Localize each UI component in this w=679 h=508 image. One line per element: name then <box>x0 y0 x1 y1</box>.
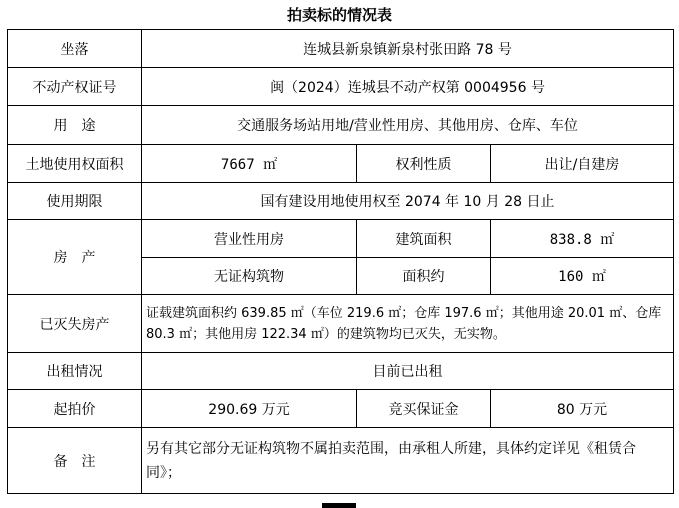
destroyed-label: 已灭失房产 <box>8 295 142 353</box>
house-area-label-1: 建筑面积 <box>357 220 491 258</box>
right-nature-value: 出让/自建房 <box>491 145 674 183</box>
rental-label: 出租情况 <box>8 353 142 390</box>
rental-value: 目前已出租 <box>142 353 674 390</box>
house-area-value-2: 160 ㎡ <box>491 258 674 295</box>
land-area-label: 土地使用权面积 <box>8 145 142 183</box>
row-destroyed <box>8 295 674 353</box>
row-land <box>8 145 674 183</box>
row-usage <box>8 106 674 145</box>
row-remarks <box>8 428 674 494</box>
land-area-value: 7667 ㎡ <box>142 145 357 183</box>
usage-value: 交通服务场站用地/营业性用房、其他用房、仓库、车位 <box>142 106 674 145</box>
location-value: 连城县新泉镇新泉村张田路 78 号 <box>142 30 674 68</box>
destroyed-value: 证载建筑面积约 639.85 ㎡（车位 219.6 ㎡；仓库 197.6 ㎡；其他用途 20.01 ㎡、仓库 80.3 ㎡；其他用房 122.34 ㎡）的建筑物均已灭失，无实物。 <box>142 295 674 353</box>
house-type-1: 营业性用房 <box>142 220 357 258</box>
term-label: 使用期限 <box>8 183 142 220</box>
page-edge-mark <box>322 503 356 508</box>
auction-info-table <box>7 29 674 494</box>
house-area-value-1: 838.8 ㎡ <box>491 220 674 258</box>
row-rental <box>8 353 674 390</box>
right-nature-label: 权利性质 <box>357 145 491 183</box>
start-price-value: 290.69 万元 <box>142 390 357 428</box>
table-title: 拍卖标的情况表 <box>286 6 392 24</box>
remarks-label: 备 注 <box>8 428 142 494</box>
house-type-2: 无证构筑物 <box>142 258 357 295</box>
house-label: 房 产 <box>8 220 142 295</box>
certificate-label: 不动产权证号 <box>8 68 142 106</box>
remarks-value: 另有其它部分无证构筑物不属拍卖范围，由承租人所建，具体约定详见《租赁合同》； <box>142 428 674 494</box>
house-area-label-2: 面积约 <box>357 258 491 295</box>
usage-label: 用 途 <box>8 106 142 145</box>
row-price <box>8 390 674 428</box>
start-price-label: 起拍价 <box>8 390 142 428</box>
row-house-1 <box>8 220 674 258</box>
row-term <box>8 183 674 220</box>
deposit-value: 80 万元 <box>491 390 674 428</box>
row-certificate <box>8 68 674 106</box>
deposit-label: 竞买保证金 <box>357 390 491 428</box>
row-location <box>8 30 674 68</box>
term-value: 国有建设用地使用权至 2074 年 10 月 28 日止 <box>142 183 674 220</box>
certificate-value: 闽（2024）连城县不动产权第 0004956 号 <box>142 68 674 106</box>
location-label: 坐落 <box>8 30 142 68</box>
